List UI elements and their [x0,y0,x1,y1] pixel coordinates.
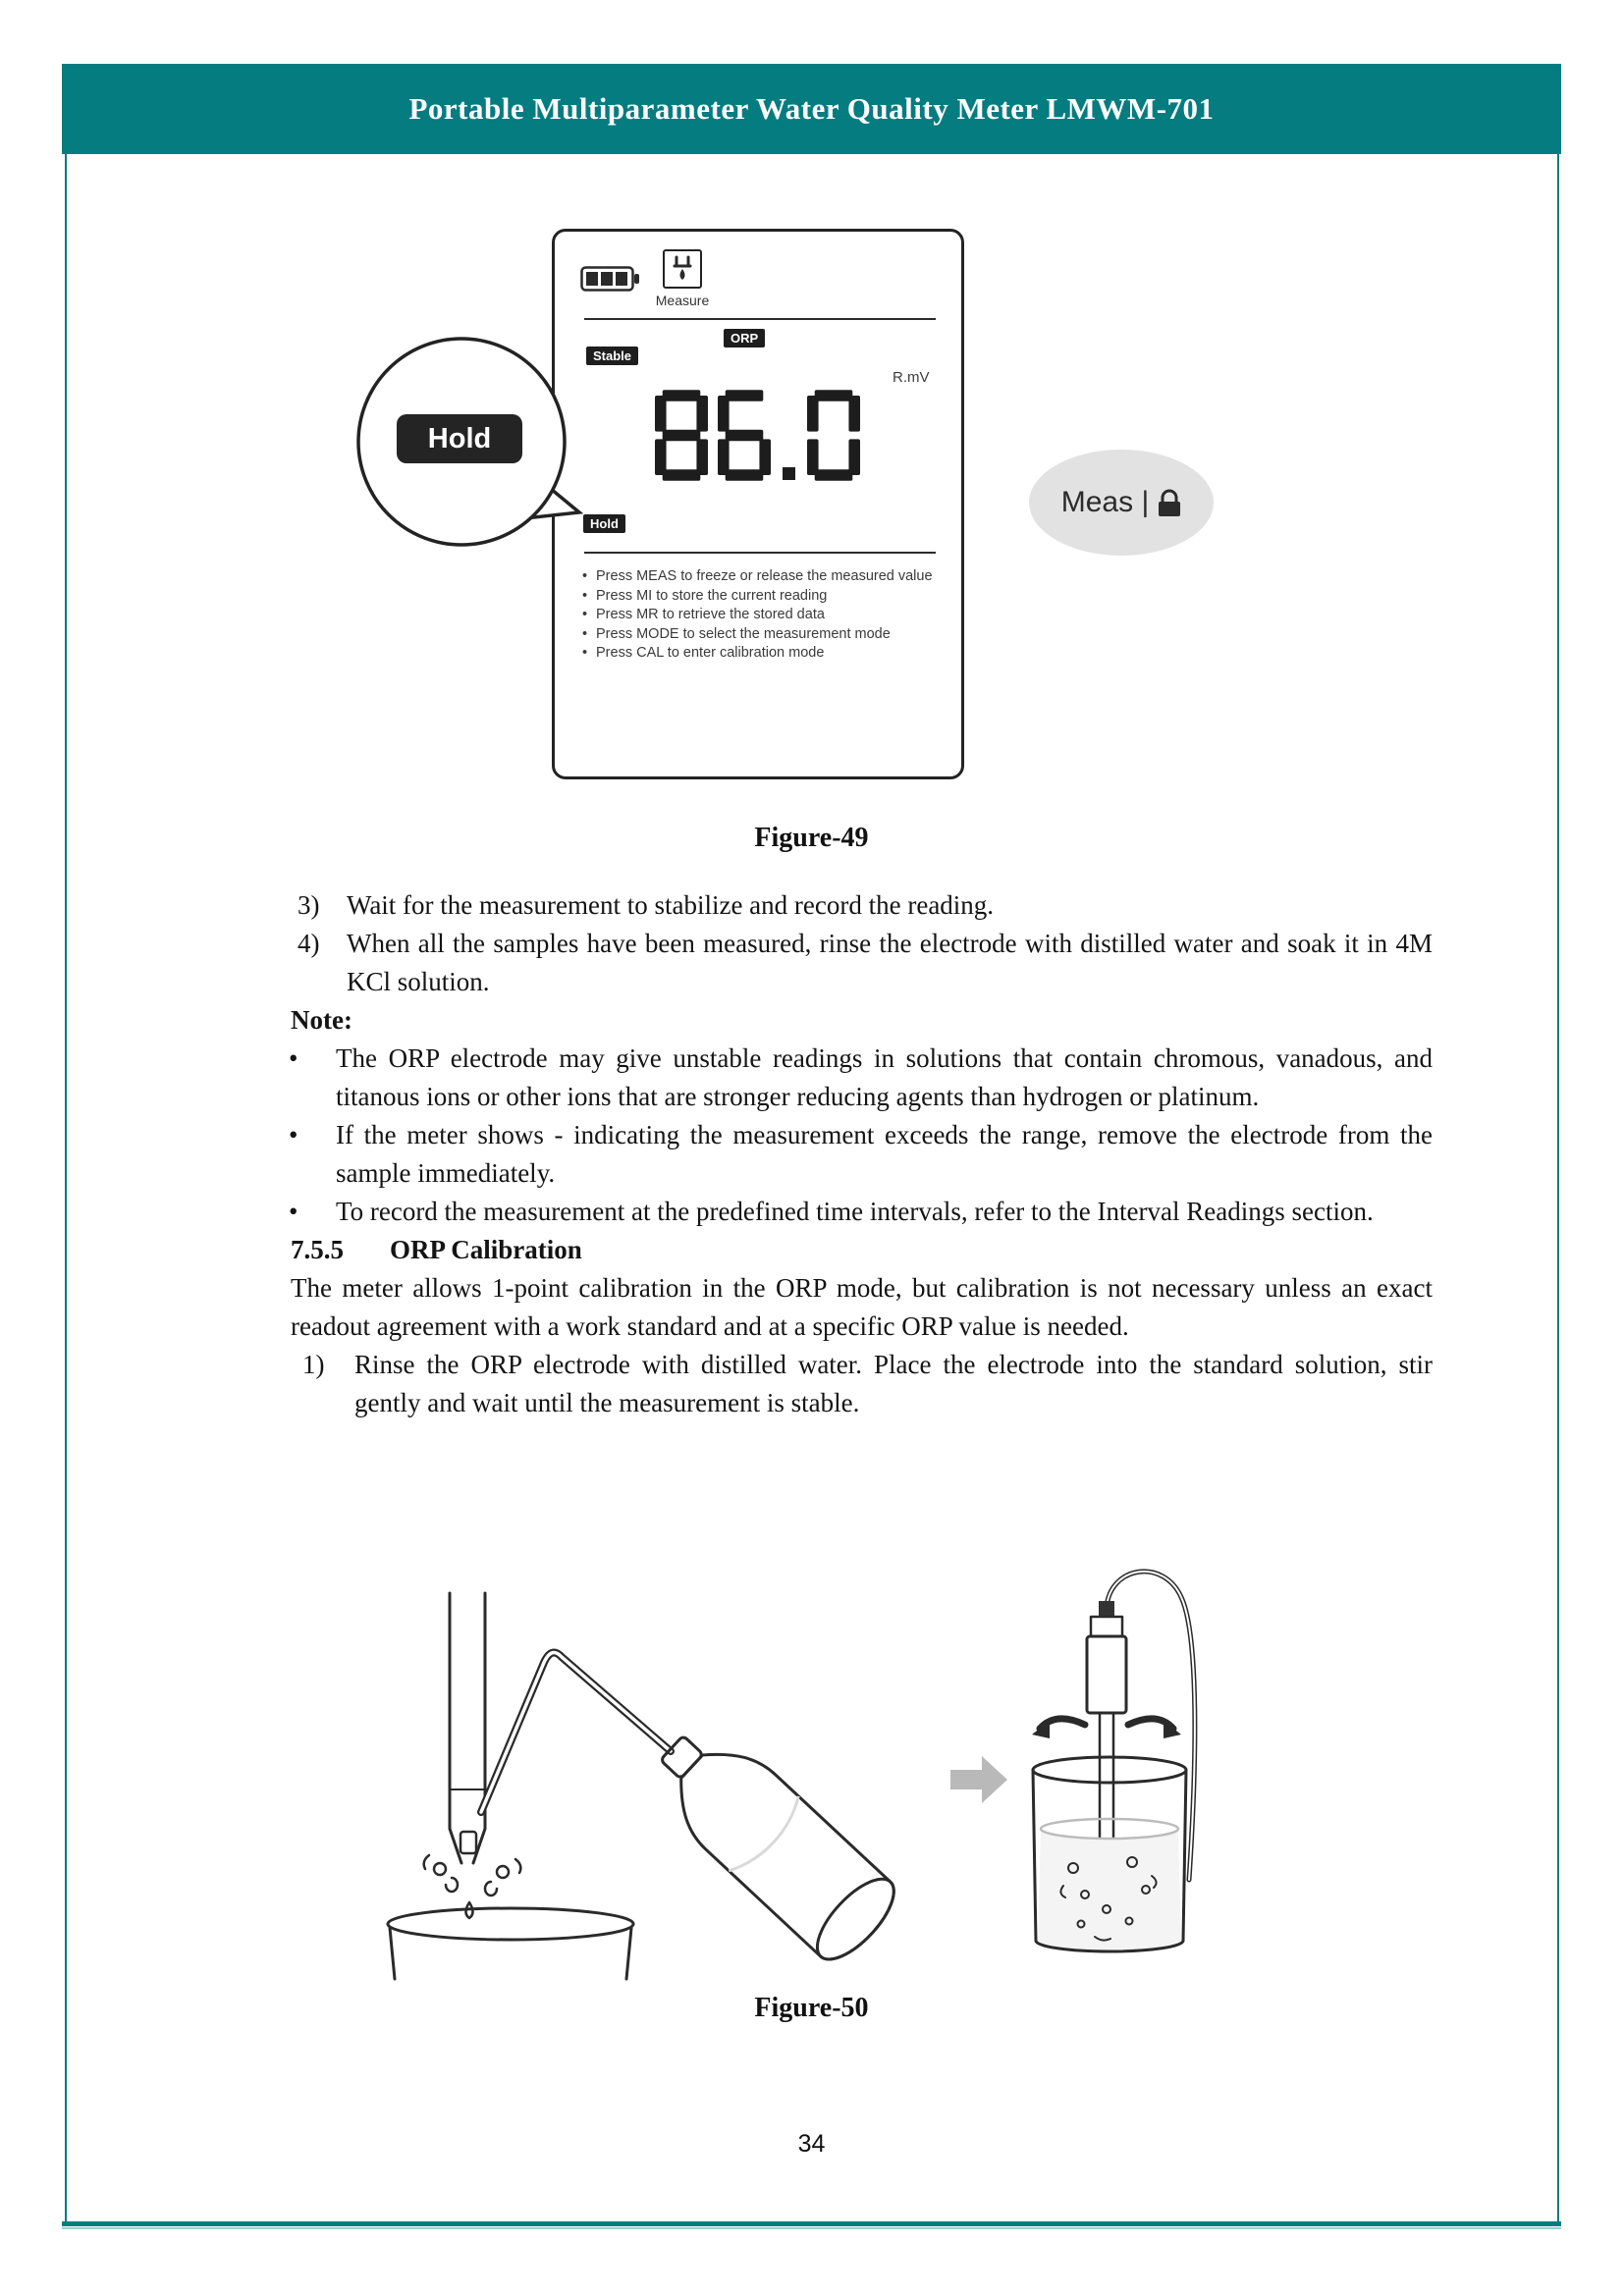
meter-display-illustration [552,229,964,779]
page-number: 34 [797,2130,826,2158]
orp-badge: ORP [724,329,765,347]
battery-icon [580,265,643,297]
unit-label: R.mV [893,369,930,386]
section-heading [291,1231,1433,1269]
lock-icon [1158,489,1181,517]
body-text [291,886,1433,1422]
meas-key-label: Meas | [1060,486,1150,518]
bullet-icon: • [582,625,588,642]
numbered-item: 3) Wait for the measurement to stabilize and record the reading. [291,886,1433,925]
measure-electrode-icon [663,249,702,289]
bullet-icon: • [582,607,588,622]
frame-bottom-border-shadow [62,2227,1561,2229]
item-number: 4) [298,929,320,958]
hold-callout-button: Hold [397,414,522,463]
bullet-icon: • [582,587,588,604]
section-paragraph: The meter allows 1-point calibration in the ORP mode, but calibration is not necessary unless an exact readout agreement with a work standard and at a specific ORP value is needed. [291,1273,1433,1341]
figure-50-calibration-illustration [1016,1556,1232,1986]
list-item: • Press MEAS to freeze or release the measured value [582,567,941,587]
bullet-icon: • [582,568,588,584]
list-item: • Press CAL to enter calibration mode [582,644,941,664]
figure-50-caption: Figure-50 [754,1993,869,2023]
note-label: Note: [291,1005,352,1035]
numbered-item: 4) When all the samples have been measured, rinse the electrode with distilled water and soak it in 4M KCl solution. [291,925,1433,1001]
lcd-digit [718,390,771,481]
frame-right-border [1557,154,1559,2221]
arrow-right-icon [950,1755,1009,1804]
list-item: • Press MR to retrieve the stored data [582,606,941,625]
numbered-step: 1) Rinse the ORP electrode with distilled water. Place the electrode into the standard solution, stir gently and wait until the measurement is stable. [291,1346,1433,1422]
figure-50-rinse-illustration [383,1578,933,1981]
figure-49-caption: Figure-49 [754,823,869,853]
list-item: • Press MODE to select the measurement mode [582,625,941,645]
lcd-decimal-point [783,467,795,480]
note-bullet: • To record the measurement at the predefined time intervals, refer to the Interval Readings section. [291,1193,1433,1231]
hold-badge: Hold [583,514,625,533]
note-bullet: • The ORP electrode may give unstable readings in solutions that contain chromous, vanadous, and titanous ions or other ions that are stronger reducing agents than hydrogen or platinum. [291,1040,1433,1116]
note-bullet: • If the meter shows - indicating the measurement exceeds the range, remove the electrode from the sample immediately. [291,1116,1433,1193]
section-title: ORP Calibration [390,1235,582,1264]
list-item: • Press MI to store the current reading [582,587,941,607]
frame-left-border [65,154,67,2221]
section-number: 7.5.5 [291,1235,344,1264]
measure-label: Measure [655,293,710,308]
item-number: 1) [302,1350,325,1379]
page-title: Portable Multiparameter Water Quality Meter LMWM-701 [408,91,1215,126]
meas-key-button [1029,450,1214,556]
lcd-digit [807,390,860,481]
bullet-icon: • [289,1120,298,1149]
bullet-icon: • [582,645,588,661]
item-number: 3) [298,890,320,920]
meter-instruction-list [582,567,941,664]
bullet-icon: • [289,1043,298,1073]
display-divider-top [584,318,936,320]
display-divider-bottom [584,552,936,554]
frame-bottom-border [62,2221,1561,2226]
lcd-reading [655,387,860,481]
lcd-digit [655,390,708,481]
header-band [62,64,1561,154]
bullet-icon: • [289,1197,298,1226]
stable-badge: Stable [586,347,638,365]
